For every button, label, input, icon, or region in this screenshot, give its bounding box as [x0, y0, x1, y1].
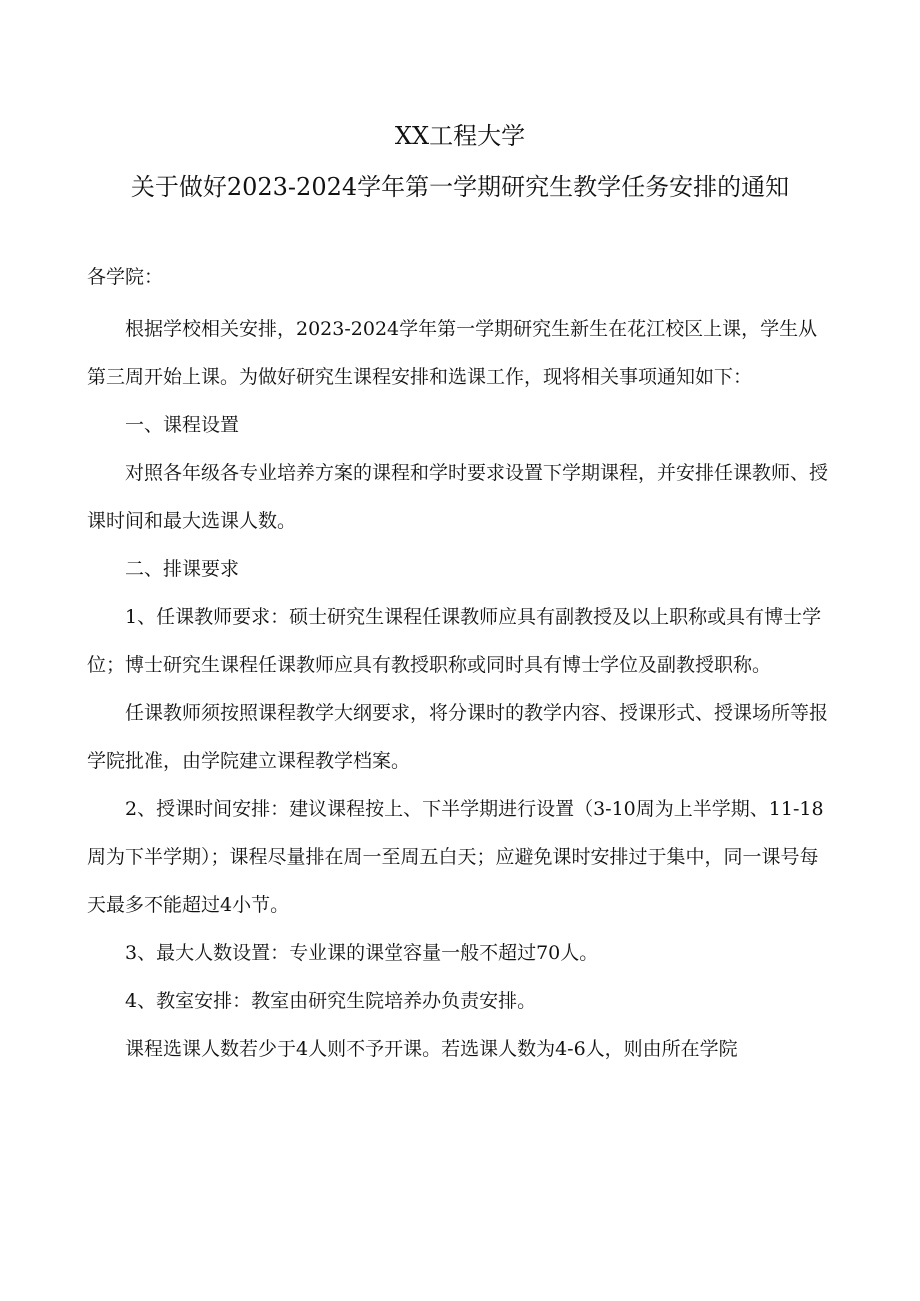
paragraph-teaching-archive: 任课教师须按照课程教学大纲要求，将分课时的教学内容、授课形式、授课场所等报学院批准，由学院建立课程教学档案。	[87, 702, 829, 772]
section-heading-scheduling: 二、排课要求	[125, 558, 240, 580]
paragraph-course-setup: 对照各年级各专业培养方案的课程和学时要求设置下学期课程，并安排任课教师、授课时间和最大选课人数。	[87, 462, 829, 532]
paragraph-teacher-requirements: 1、任课教师要求：硕士研究生课程任课教师应具有副教授及以上职称或具有博士学位；博士研究生课程任课教师应具有教授职称或同时具有博士学位及副教授职称。	[87, 606, 822, 676]
document-title-notice: 关于做好2023-2024学年第一学期研究生教学任务安排的通知	[130, 173, 790, 201]
paragraph-time-arrangement: 2、授课时间安排：建议课程按上、下半学期进行设置（3-10周为上半学期、11-18周为下半学期）；课程尽量排在周一至周五白天；应避免课时安排过于集中，同一课号每天最多不能超过4小节。	[87, 798, 824, 916]
paragraph-intro: 根据学校相关安排，2023-2024学年第一学期研究生新生在花江校区上课，学生从第三周开始上课。为做好研究生课程安排和选课工作，现将相关事项通知如下：	[87, 318, 818, 388]
document-title-school: XX工程大学	[394, 122, 526, 150]
paragraph-classroom: 4、教室安排：教室由研究生院培养办负责安排。	[125, 990, 537, 1012]
section-heading-course-setup: 一、课程设置	[125, 414, 240, 436]
document-body	[87, 305, 835, 1073]
paragraph-enrollment-threshold: 课程选课人数若少于4人则不予开课。若选课人数为4-6人，则由所在学院	[125, 1038, 738, 1060]
salutation: 各学院：	[87, 266, 164, 288]
paragraph-max-capacity: 3、最大人数设置：专业课的课堂容量一般不超过70人。	[125, 942, 599, 964]
